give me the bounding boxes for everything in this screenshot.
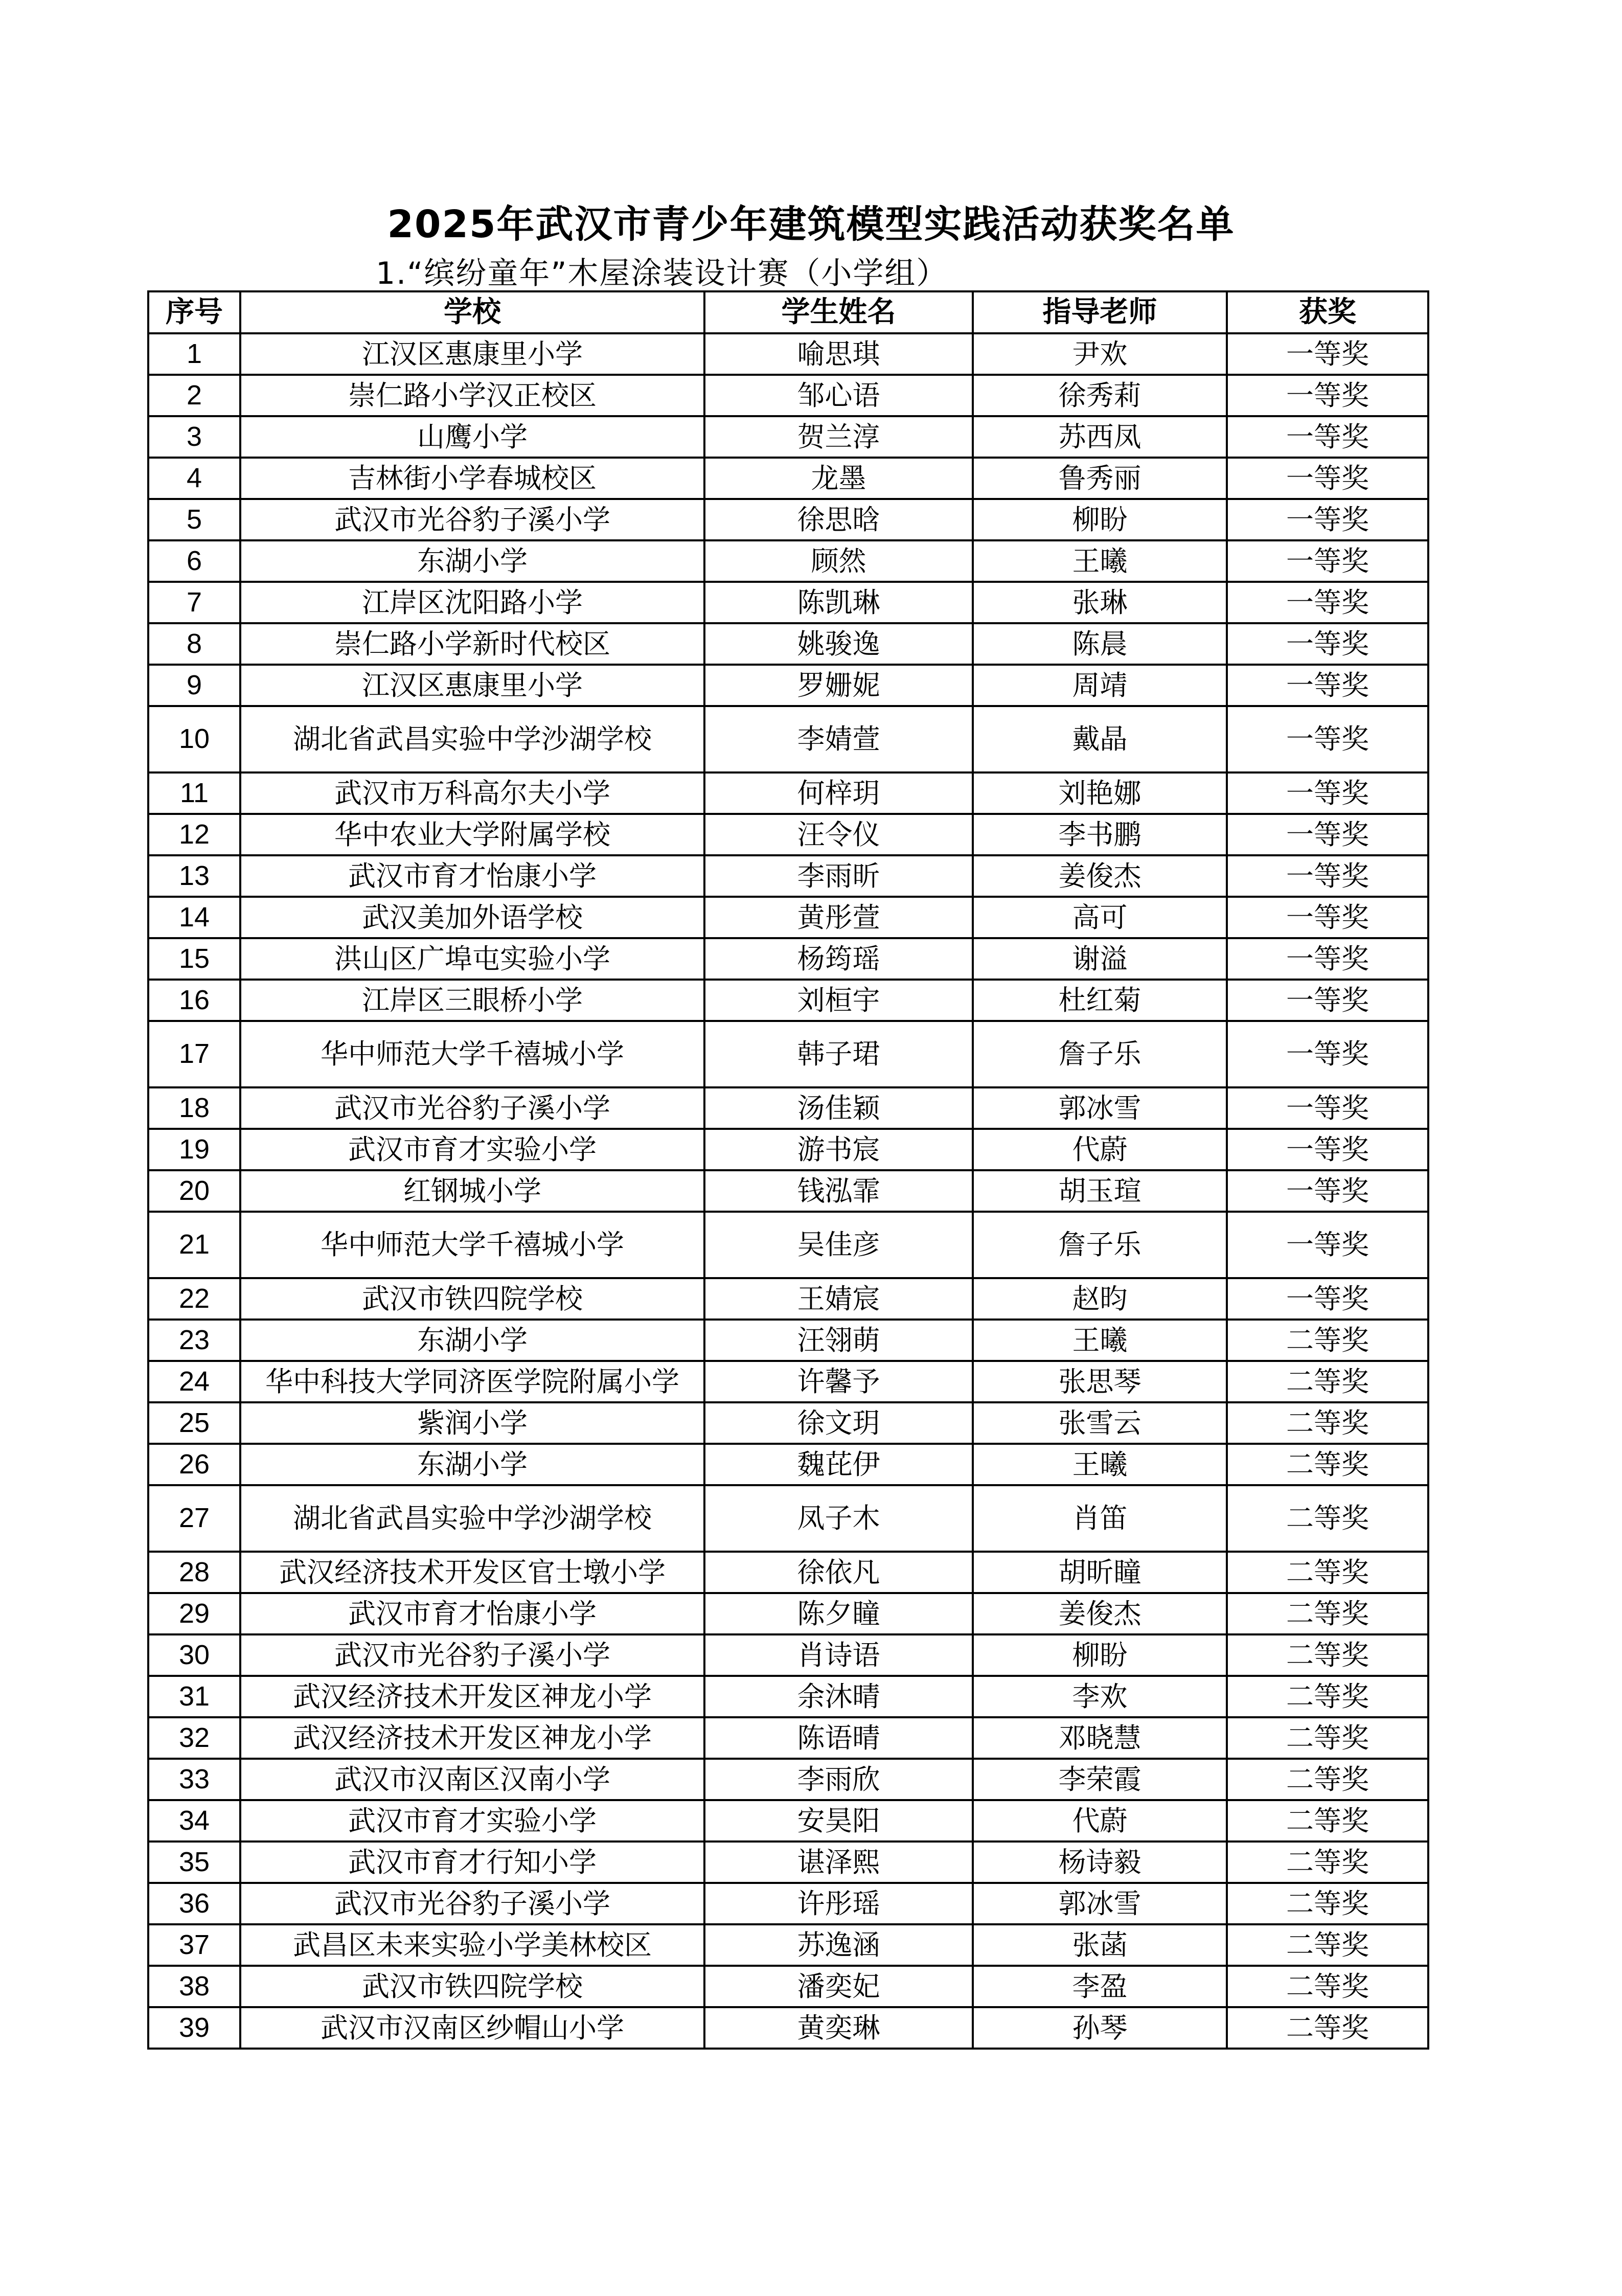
table-row (148, 375, 1428, 416)
cell-student: 黄彤萱 (704, 897, 973, 938)
table-row (148, 1676, 1428, 1717)
cell-award: 一等奖 (1227, 665, 1428, 706)
cell-student: 李雨昕 (704, 855, 973, 897)
cell-award: 二等奖 (1227, 1800, 1428, 1842)
cell-award: 二等奖 (1227, 1361, 1428, 1402)
cell-teacher: 杜红菊 (973, 980, 1227, 1021)
table-row (148, 1552, 1428, 1593)
cell-school: 武汉市光谷豹子溪小学 (240, 1634, 704, 1676)
cell-student: 王婧宸 (704, 1278, 973, 1320)
cell-award: 一等奖 (1227, 1129, 1428, 1170)
cell-number: 32 (148, 1717, 240, 1759)
cell-teacher: 孙琴 (973, 2007, 1227, 2049)
cell-school: 武汉市光谷豹子溪小学 (240, 1087, 704, 1129)
table-row (148, 772, 1428, 814)
table-row (148, 333, 1428, 375)
cell-award: 二等奖 (1227, 1593, 1428, 1634)
cell-student: 凤子木 (704, 1485, 973, 1552)
table-row (148, 458, 1428, 499)
cell-school: 武汉经济技术开发区官士墩小学 (240, 1552, 704, 1593)
cell-award: 一等奖 (1227, 772, 1428, 814)
cell-school: 江汉区惠康里小学 (240, 665, 704, 706)
cell-award: 二等奖 (1227, 1966, 1428, 2007)
cell-student: 徐思晗 (704, 499, 973, 540)
cell-number: 29 (148, 1593, 240, 1634)
cell-school: 武汉经济技术开发区神龙小学 (240, 1717, 704, 1759)
cell-teacher: 柳盼 (973, 1634, 1227, 1676)
cell-award: 二等奖 (1227, 1402, 1428, 1444)
cell-number: 8 (148, 623, 240, 665)
table-row (148, 706, 1428, 772)
table-row (148, 1444, 1428, 1485)
cell-number: 34 (148, 1800, 240, 1842)
table-row (148, 1278, 1428, 1320)
table-row (148, 1320, 1428, 1361)
cell-school: 江岸区沈阳路小学 (240, 582, 704, 623)
cell-student: 陈夕瞳 (704, 1593, 973, 1634)
cell-award: 一等奖 (1227, 938, 1428, 980)
cell-student: 汪令仪 (704, 814, 973, 855)
cell-award: 二等奖 (1227, 1552, 1428, 1593)
header-school: 学校 (240, 291, 704, 333)
table-row (148, 499, 1428, 540)
cell-teacher: 高可 (973, 897, 1227, 938)
cell-student: 韩子珺 (704, 1021, 973, 1087)
cell-award: 一等奖 (1227, 897, 1428, 938)
cell-number: 15 (148, 938, 240, 980)
cell-student: 汤佳颖 (704, 1087, 973, 1129)
cell-school: 武汉市铁四院学校 (240, 1966, 704, 2007)
cell-award: 二等奖 (1227, 1485, 1428, 1552)
cell-number: 35 (148, 1842, 240, 1883)
cell-school: 武汉美加外语学校 (240, 897, 704, 938)
cell-award: 二等奖 (1227, 1676, 1428, 1717)
cell-teacher: 张菡 (973, 1924, 1227, 1966)
cell-school: 武汉市光谷豹子溪小学 (240, 499, 704, 540)
cell-teacher: 鲁秀丽 (973, 458, 1227, 499)
cell-school: 武汉市万科高尔夫小学 (240, 772, 704, 814)
cell-school: 华中师范大学千禧城小学 (240, 1212, 704, 1278)
cell-teacher: 代蔚 (973, 1800, 1227, 1842)
cell-school: 华中农业大学附属学校 (240, 814, 704, 855)
cell-student: 吴佳彦 (704, 1212, 973, 1278)
cell-student: 汪翎萌 (704, 1320, 973, 1361)
cell-number: 10 (148, 706, 240, 772)
cell-school: 武汉市育才实验小学 (240, 1129, 704, 1170)
cell-award: 二等奖 (1227, 1444, 1428, 1485)
cell-number: 13 (148, 855, 240, 897)
table-row (148, 1717, 1428, 1759)
cell-school: 湖北省武昌实验中学沙湖学校 (240, 1485, 704, 1552)
table-row (148, 1402, 1428, 1444)
cell-award: 一等奖 (1227, 1278, 1428, 1320)
cell-school: 武昌区未来实验小学美林校区 (240, 1924, 704, 1966)
cell-teacher: 尹欢 (973, 333, 1227, 375)
cell-school: 武汉市育才实验小学 (240, 1800, 704, 1842)
cell-teacher: 郭冰雪 (973, 1883, 1227, 1924)
table-row (148, 1593, 1428, 1634)
document-title: 2025年武汉市青少年建筑模型实践活动获奖名单 (387, 202, 1235, 246)
cell-student: 徐文玥 (704, 1402, 973, 1444)
cell-number: 37 (148, 1924, 240, 1966)
cell-teacher: 姜俊杰 (973, 1593, 1227, 1634)
cell-teacher: 代蔚 (973, 1129, 1227, 1170)
cell-number: 14 (148, 897, 240, 938)
table-row (148, 1129, 1428, 1170)
cell-award: 二等奖 (1227, 1717, 1428, 1759)
table-row (148, 1883, 1428, 1924)
cell-student: 杨筠瑶 (704, 938, 973, 980)
cell-teacher: 张思琴 (973, 1361, 1227, 1402)
cell-school: 紫润小学 (240, 1402, 704, 1444)
cell-number: 19 (148, 1129, 240, 1170)
cell-award: 二等奖 (1227, 1883, 1428, 1924)
cell-teacher: 杨诗毅 (973, 1842, 1227, 1883)
cell-teacher: 胡玉瑄 (973, 1170, 1227, 1212)
cell-teacher: 李盈 (973, 1966, 1227, 2007)
cell-student: 邹心语 (704, 375, 973, 416)
cell-school: 东湖小学 (240, 1320, 704, 1361)
cell-student: 谌泽熙 (704, 1842, 973, 1883)
cell-award: 二等奖 (1227, 1842, 1428, 1883)
awards-table (147, 290, 1429, 2050)
cell-teacher: 郭冰雪 (973, 1087, 1227, 1129)
cell-number: 38 (148, 1966, 240, 2007)
cell-school: 东湖小学 (240, 1444, 704, 1485)
cell-teacher: 谢溢 (973, 938, 1227, 980)
table-row (148, 897, 1428, 938)
cell-student: 安昊阳 (704, 1800, 973, 1842)
cell-number: 2 (148, 375, 240, 416)
cell-award: 一等奖 (1227, 458, 1428, 499)
cell-number: 31 (148, 1676, 240, 1717)
cell-student: 许彤瑶 (704, 1883, 973, 1924)
cell-student: 罗姗妮 (704, 665, 973, 706)
cell-number: 20 (148, 1170, 240, 1212)
table-row (148, 1966, 1428, 2007)
table-row (148, 416, 1428, 458)
cell-student: 许馨予 (704, 1361, 973, 1402)
table-row (148, 1021, 1428, 1087)
cell-award: 二等奖 (1227, 1634, 1428, 1676)
cell-student: 李雨欣 (704, 1759, 973, 1800)
cell-award: 二等奖 (1227, 1320, 1428, 1361)
cell-number: 24 (148, 1361, 240, 1402)
cell-school: 山鹰小学 (240, 416, 704, 458)
cell-award: 一等奖 (1227, 706, 1428, 772)
cell-student: 刘桓宇 (704, 980, 973, 1021)
cell-teacher: 李荣霞 (973, 1759, 1227, 1800)
cell-school: 武汉市汉南区汉南小学 (240, 1759, 704, 1800)
cell-teacher: 王曦 (973, 540, 1227, 582)
cell-student: 苏逸涵 (704, 1924, 973, 1966)
table-row (148, 1485, 1428, 1552)
cell-school: 红钢城小学 (240, 1170, 704, 1212)
cell-teacher: 张雪云 (973, 1402, 1227, 1444)
cell-teacher: 刘艳娜 (973, 772, 1227, 814)
header-teacher: 指导老师 (973, 291, 1227, 333)
table-row (148, 1634, 1428, 1676)
cell-teacher: 詹子乐 (973, 1212, 1227, 1278)
cell-number: 27 (148, 1485, 240, 1552)
cell-school: 武汉市铁四院学校 (240, 1278, 704, 1320)
header-number: 序号 (148, 291, 240, 333)
cell-teacher: 周靖 (973, 665, 1227, 706)
table-row (148, 980, 1428, 1021)
cell-number: 28 (148, 1552, 240, 1593)
cell-number: 3 (148, 416, 240, 458)
cell-student: 游书宸 (704, 1129, 973, 1170)
cell-award: 二等奖 (1227, 1924, 1428, 1966)
cell-number: 6 (148, 540, 240, 582)
cell-school: 崇仁路小学新时代校区 (240, 623, 704, 665)
table-row (148, 1924, 1428, 1966)
cell-award: 一等奖 (1227, 855, 1428, 897)
table-row (148, 1361, 1428, 1402)
cell-teacher: 邓晓慧 (973, 1717, 1227, 1759)
cell-teacher: 胡昕瞳 (973, 1552, 1227, 1593)
cell-number: 30 (148, 1634, 240, 1676)
cell-award: 一等奖 (1227, 540, 1428, 582)
table-body (148, 333, 1428, 2049)
cell-award: 一等奖 (1227, 814, 1428, 855)
cell-teacher: 张琳 (973, 582, 1227, 623)
cell-number: 25 (148, 1402, 240, 1444)
table-row (148, 938, 1428, 980)
table-row (148, 1087, 1428, 1129)
table-row (148, 1212, 1428, 1278)
table-row (148, 582, 1428, 623)
cell-award: 一等奖 (1227, 1021, 1428, 1087)
cell-teacher: 徐秀莉 (973, 375, 1227, 416)
cell-number: 7 (148, 582, 240, 623)
cell-teacher: 詹子乐 (973, 1021, 1227, 1087)
cell-award: 一等奖 (1227, 1212, 1428, 1278)
cell-teacher: 肖笛 (973, 1485, 1227, 1552)
table-header-row (148, 291, 1428, 333)
cell-school: 江岸区三眼桥小学 (240, 980, 704, 1021)
table-row (148, 1170, 1428, 1212)
cell-number: 12 (148, 814, 240, 855)
cell-number: 17 (148, 1021, 240, 1087)
cell-school: 湖北省武昌实验中学沙湖学校 (240, 706, 704, 772)
cell-student: 陈语晴 (704, 1717, 973, 1759)
cell-award: 一等奖 (1227, 375, 1428, 416)
cell-teacher: 戴晶 (973, 706, 1227, 772)
cell-number: 18 (148, 1087, 240, 1129)
cell-number: 23 (148, 1320, 240, 1361)
cell-teacher: 王曦 (973, 1320, 1227, 1361)
cell-school: 东湖小学 (240, 540, 704, 582)
cell-student: 陈凯琳 (704, 582, 973, 623)
cell-student: 钱泓霏 (704, 1170, 973, 1212)
cell-school: 吉林街小学春城校区 (240, 458, 704, 499)
cell-number: 21 (148, 1212, 240, 1278)
cell-number: 33 (148, 1759, 240, 1800)
cell-teacher: 赵昀 (973, 1278, 1227, 1320)
cell-award: 一等奖 (1227, 582, 1428, 623)
table-row (148, 1842, 1428, 1883)
cell-award: 二等奖 (1227, 1759, 1428, 1800)
cell-number: 16 (148, 980, 240, 1021)
cell-student: 肖诗语 (704, 1634, 973, 1676)
cell-teacher: 王曦 (973, 1444, 1227, 1485)
cell-teacher: 柳盼 (973, 499, 1227, 540)
cell-student: 何梓玥 (704, 772, 973, 814)
cell-student: 余沐晴 (704, 1676, 973, 1717)
cell-number: 5 (148, 499, 240, 540)
table-row (148, 814, 1428, 855)
cell-teacher: 李书鹏 (973, 814, 1227, 855)
cell-school: 武汉市育才行知小学 (240, 1842, 704, 1883)
cell-number: 39 (148, 2007, 240, 2049)
cell-award: 一等奖 (1227, 1170, 1428, 1212)
cell-number: 22 (148, 1278, 240, 1320)
section-subtitle: 1.“缤纷童年”木屋涂装设计赛（小学组） (376, 256, 948, 291)
cell-teacher: 苏西凤 (973, 416, 1227, 458)
cell-student: 龙墨 (704, 458, 973, 499)
cell-school: 武汉市光谷豹子溪小学 (240, 1883, 704, 1924)
table-row (148, 855, 1428, 897)
cell-school: 武汉市汉南区纱帽山小学 (240, 2007, 704, 2049)
cell-number: 11 (148, 772, 240, 814)
cell-teacher: 陈晨 (973, 623, 1227, 665)
header-award: 获奖 (1227, 291, 1428, 333)
cell-award: 一等奖 (1227, 623, 1428, 665)
cell-student: 姚骏逸 (704, 623, 973, 665)
cell-school: 洪山区广埠屯实验小学 (240, 938, 704, 980)
cell-teacher: 姜俊杰 (973, 855, 1227, 897)
cell-award: 一等奖 (1227, 980, 1428, 1021)
cell-student: 贺兰淳 (704, 416, 973, 458)
cell-school: 华中师范大学千禧城小学 (240, 1021, 704, 1087)
cell-student: 潘奕妃 (704, 1966, 973, 2007)
cell-number: 36 (148, 1883, 240, 1924)
cell-number: 1 (148, 333, 240, 375)
cell-award: 一等奖 (1227, 333, 1428, 375)
header-student: 学生姓名 (704, 291, 973, 333)
cell-number: 9 (148, 665, 240, 706)
cell-award: 一等奖 (1227, 1087, 1428, 1129)
table-row (148, 540, 1428, 582)
table-row (148, 665, 1428, 706)
cell-student: 徐依凡 (704, 1552, 973, 1593)
cell-award: 一等奖 (1227, 416, 1428, 458)
cell-number: 4 (148, 458, 240, 499)
cell-student: 李婧萱 (704, 706, 973, 772)
table-row (148, 2007, 1428, 2049)
cell-teacher: 李欢 (973, 1676, 1227, 1717)
cell-number: 26 (148, 1444, 240, 1485)
table-row (148, 623, 1428, 665)
cell-student: 魏芘伊 (704, 1444, 973, 1485)
cell-school: 武汉经济技术开发区神龙小学 (240, 1676, 704, 1717)
cell-school: 武汉市育才怡康小学 (240, 1593, 704, 1634)
cell-award: 一等奖 (1227, 499, 1428, 540)
cell-student: 顾然 (704, 540, 973, 582)
cell-student: 黄奕琳 (704, 2007, 973, 2049)
cell-school: 崇仁路小学汉正校区 (240, 375, 704, 416)
cell-student: 喻思琪 (704, 333, 973, 375)
cell-award: 二等奖 (1227, 2007, 1428, 2049)
cell-school: 华中科技大学同济医学院附属小学 (240, 1361, 704, 1402)
table-row (148, 1800, 1428, 1842)
table-row (148, 1759, 1428, 1800)
cell-school: 江汉区惠康里小学 (240, 333, 704, 375)
cell-school: 武汉市育才怡康小学 (240, 855, 704, 897)
